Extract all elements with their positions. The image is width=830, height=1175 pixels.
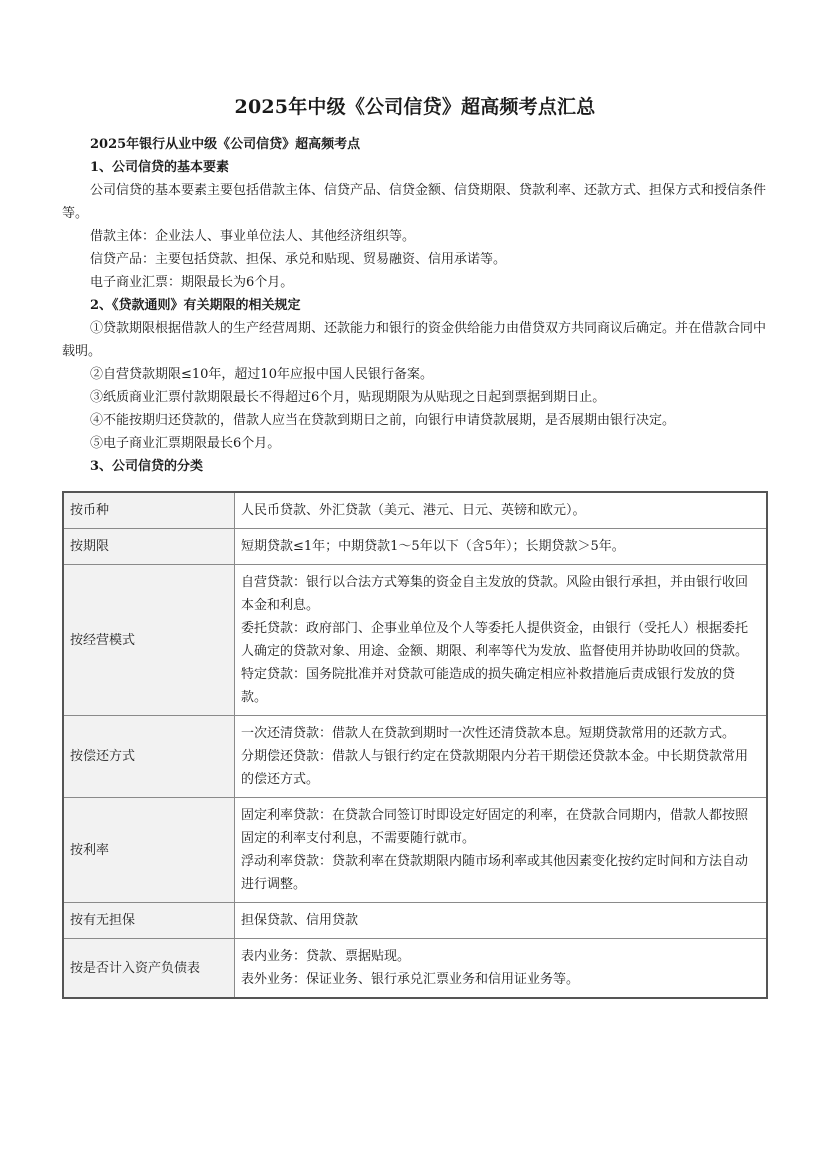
- paragraph: 电子商业汇票：期限最长为6个月。: [90, 275, 294, 290]
- page-title: 2025年中级《公司信贷》超高频考点汇总: [234, 96, 596, 118]
- row-content-line: 自营贷款：银行以合法方式筹集的资金自主发放的贷款。风险由银行承担，并由银行收回本金和利息。: [241, 575, 749, 613]
- table-row: [63, 565, 767, 716]
- table-row: [63, 903, 767, 939]
- paragraph: 借款主体：企业法人、事业单位法人、其他经济组织等。: [90, 229, 416, 244]
- document-body: [62, 133, 768, 478]
- row-content-line: 人民币贷款、外汇贷款（美元、港元、日元、英镑和欧元）。: [241, 503, 586, 518]
- row-content-line: 特定贷款：国务院批准并对贷款可能造成的损失确定相应补救措施后责成银行发放的贷款。: [241, 667, 736, 705]
- row-content-line: 浮动利率贷款：贷款利率在贷款期限内随市场利率或其他因素变化按约定时间和方法自动进行调整。: [241, 854, 749, 892]
- table-row: [63, 529, 767, 565]
- paragraph: 信贷产品：主要包括贷款、担保、承兑和贴现、贸易融资、信用承诺等。: [90, 252, 507, 267]
- row-content-line: 分期偿还贷款：借款人与银行约定在贷款期限内分若干期偿还贷款本金。中长期贷款常用的偿还方式。: [241, 749, 749, 787]
- section-heading-1: 1、公司信贷的基本要素: [90, 160, 230, 175]
- row-label: 按是否计入资产负债表: [63, 939, 235, 999]
- row-content: [235, 492, 768, 529]
- row-label: 按经营模式: [63, 565, 235, 716]
- document-subtitle: 2025年银行从业中级《公司信贷》超高频考点: [90, 137, 361, 152]
- row-label: 按期限: [63, 529, 235, 565]
- list-item: ④不能按期归还贷款的，借款人应当在贷款到期日之前，向银行申请贷款展期，是否展期由银行决定。: [90, 413, 676, 428]
- list-item: ③纸质商业汇票付款期限最长不得超过6个月，贴现期限为从贴现之日起到票据到期日止。: [90, 390, 606, 405]
- row-content-line: 短期贷款≤1年；中期贷款1～5年以下（含5年）；长期贷款＞5年。: [241, 539, 625, 554]
- list-item: ②自营贷款期限≤10年，超过10年应报中国人民银行备案。: [90, 367, 433, 382]
- row-content: [235, 529, 768, 565]
- table-row: [63, 939, 767, 999]
- row-content-line: 固定利率贷款：在贷款合同签订时即设定好固定的利率，在贷款合同期内，借款人都按照固定的利率支付利息，不需要随行就市。: [241, 808, 749, 846]
- list-item: ⑤电子商业汇票期限最长6个月。: [90, 436, 281, 451]
- row-content-line: 担保贷款、信用贷款: [241, 913, 359, 928]
- row-label: 按币种: [63, 492, 235, 529]
- row-content: [235, 939, 768, 999]
- row-content-line: 表外业务：保证业务、银行承兑汇票业务和信用证业务等。: [241, 972, 580, 987]
- row-content-line: 表内业务：贷款、票据贴现。: [241, 949, 411, 964]
- table-row: [63, 492, 767, 529]
- paragraph: 公司信贷的基本要素主要包括借款主体、信贷产品、信贷金额、信贷期限、贷款利率、还款方式、担保方式和授信条件等。: [62, 183, 767, 221]
- row-content: [235, 565, 768, 716]
- row-content: [235, 798, 768, 903]
- section-heading-2: 2、《贷款通则》有关期限的相关规定: [90, 298, 301, 313]
- row-label: 按有无担保: [63, 903, 235, 939]
- row-content-line: 一次还清贷款：借款人在贷款到期时一次性还清贷款本息。短期贷款常用的还款方式。: [241, 726, 736, 741]
- list-item: ①贷款期限根据借款人的生产经营周期、还款能力和银行的资金供给能力由借贷双方共同商议后确定。并在借款合同中载明。: [62, 321, 767, 359]
- classification-table: [62, 491, 768, 999]
- row-content-line: 委托贷款：政府部门、企事业单位及个人等委托人提供资金，由银行（受托人）根据委托人确定的贷款对象、用途、金额、期限、利率等代为发放、监督使用并协助收回的贷款。: [241, 621, 749, 659]
- row-label: 按偿还方式: [63, 716, 235, 798]
- table-row: [63, 716, 767, 798]
- table-row: [63, 798, 767, 903]
- row-content: [235, 716, 768, 798]
- section-heading-3: 3、公司信贷的分类: [90, 459, 204, 474]
- row-label: 按利率: [63, 798, 235, 903]
- row-content: [235, 903, 768, 939]
